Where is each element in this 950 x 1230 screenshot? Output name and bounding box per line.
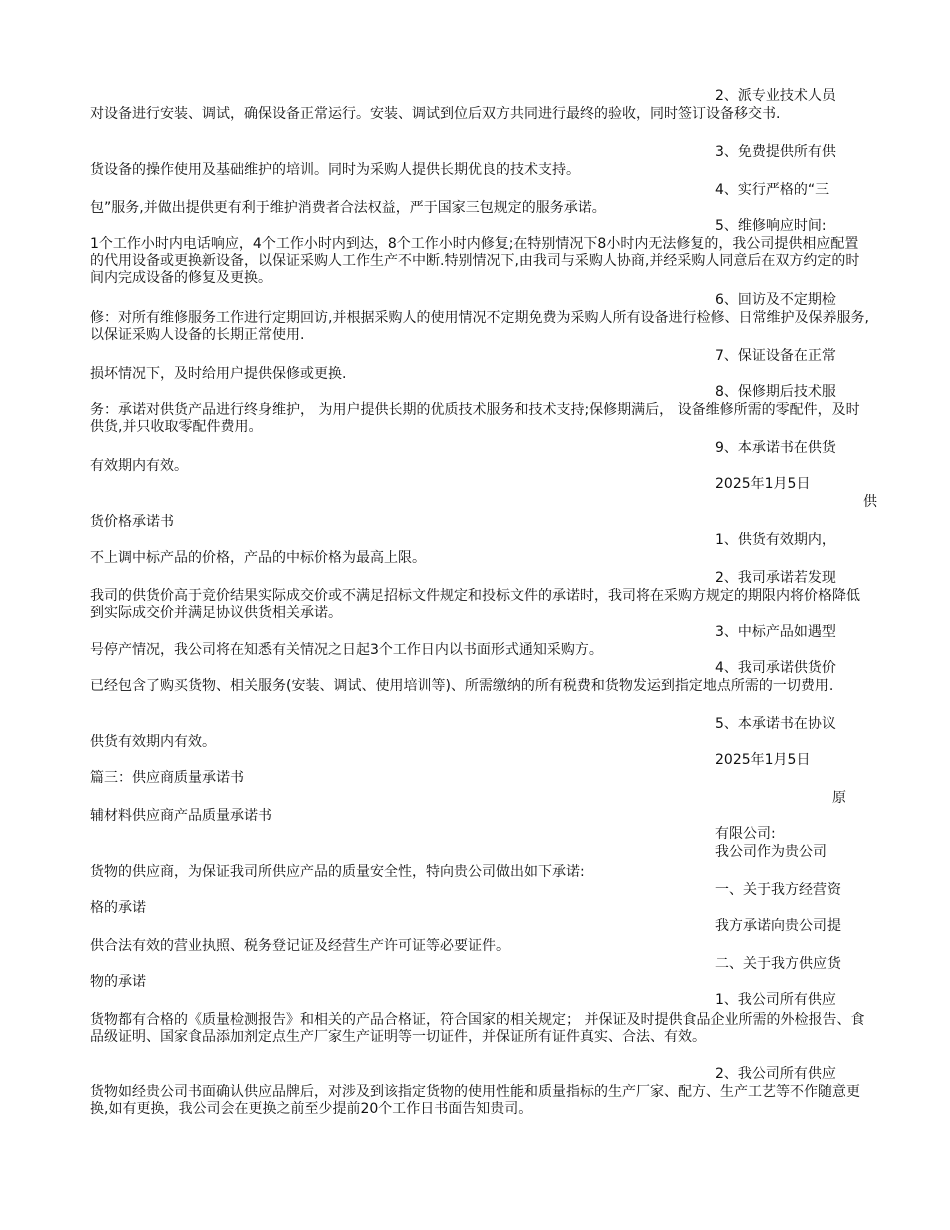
chapter-heading: 篇三：供应商质量承诺书 bbox=[90, 770, 244, 786]
clause-heading: 2、我公司所有供应 bbox=[715, 1066, 836, 1082]
section-title: 货价格承诺书 bbox=[90, 514, 174, 530]
section-title: 辅材料供应商产品质量承诺书 bbox=[90, 808, 272, 824]
clause-body: 修：对所有维修服务工作进行定期回访,并根据采购人的使用情况不定期免费为采购人所有设备进行检修、日常维护及保养服务,以保证采购人设备的长期正常使用. bbox=[90, 310, 869, 343]
clause-heading: 4、实行严格的“三 bbox=[715, 182, 830, 198]
signature-date: 2025年1月5日 bbox=[715, 752, 811, 768]
clause-body: 已经包含了购买货物、相关服务(安装、调试、使用培训等)、所需缴纳的所有税费和货物发运到指定地点所需的一切费用. bbox=[90, 678, 834, 694]
clause-body: 损坏情况下，及时给用户提供保修或更换. bbox=[90, 366, 347, 382]
clause-body: 货物的供应商，为保证我司所供应产品的质量安全性，特向贵公司做出如下承诺: bbox=[90, 864, 585, 880]
section-title-fragment: 供 bbox=[863, 494, 877, 510]
clause-heading: 3、免费提供所有供 bbox=[715, 144, 836, 160]
clause-heading: 7、保证设备在正常 bbox=[715, 348, 836, 364]
clause-body: 对设备进行安装、调试，确保设备正常运行。安装、调试到位后双方共同进行最终的验收，同时签订设备移交书. bbox=[90, 106, 781, 122]
clause-body: 供货有效期内有效。 bbox=[90, 734, 216, 750]
clause-heading: 9、本承诺书在供货 bbox=[715, 440, 836, 456]
clause-body: 货设备的操作使用及基础维护的培训。同时为采购人提供长期优良的技术支持。 bbox=[90, 162, 580, 178]
clause-body: 号停产情况，我公司将在知悉有关情况之日起3个工作日内以书面形式通知采购方。 bbox=[90, 642, 603, 658]
clause-heading: 6、回访及不定期检 bbox=[715, 292, 836, 308]
clause-heading: 二、关于我方供应货 bbox=[715, 956, 841, 972]
clause-body: 物的承诺 bbox=[90, 974, 146, 990]
clause-heading: 2、派专业技术人员 bbox=[715, 88, 836, 104]
clause-body: 我司的供货价高于竞价结果实际成交价或不满足招标文件规定和投标文件的承诺时，我司将在采购方规定的期限内将价格降低到实际成交价并满足协议供货相关承诺。 bbox=[90, 588, 860, 621]
clause-body: 货物如经贵公司书面确认供应品牌后，对涉及到该指定货物的使用性能和质量指标的生产厂家、配方、生产工艺等不作随意更换,如有更换，我公司会在更换之前至少提前20个工作日书面告知贵司。 bbox=[90, 1084, 860, 1117]
clause-heading: 我方承诺向贵公司提 bbox=[715, 918, 841, 934]
signature-date: 2025年1月5日 bbox=[715, 476, 811, 492]
clause-heading: 4、我司承诺供货价 bbox=[715, 660, 836, 676]
clause-heading: 1、我公司所有供应 bbox=[715, 992, 836, 1008]
clause-heading: 我公司作为贵公司 bbox=[715, 844, 827, 860]
clause-body: 务：承诺对供货产品进行终身维护， 为用户提供长期的优质技术服务和技术支持;保修期满后， 设备维修所需的零配件，及时供货,并只收取零配件费用。 bbox=[90, 402, 860, 435]
clause-heading: 一、关于我方经营资 bbox=[715, 882, 841, 898]
clause-heading: 8、保修期后技术服 bbox=[715, 384, 836, 400]
clause-body: 货物都有合格的《质量检测报告》和相关的产品合格证，符合国家的相关规定； 并保证及时提供食品企业所需的外检报告、食品级证明、国家食品添加剂定点生产厂家生产证明等一切证件，并保证所有证件真实、合法、有效。 bbox=[90, 1012, 865, 1045]
clause-body: 不上调中标产品的价格，产品的中标价格为最高上限。 bbox=[90, 550, 426, 566]
clause-body: 包”服务,并做出提供更有利于维护消费者合法权益，严于国家三包规定的服务承诺。 bbox=[90, 200, 606, 216]
addressee-line: 有限公司: bbox=[715, 826, 776, 842]
clause-heading: 1、供货有效期内， bbox=[715, 532, 836, 548]
clause-heading: 5、维修响应时间: bbox=[715, 218, 827, 234]
clause-heading: 5、本承诺书在协议 bbox=[715, 716, 836, 732]
clause-body: 有效期内有效。 bbox=[90, 458, 188, 474]
clause-body: 格的承诺 bbox=[90, 900, 146, 916]
clause-body: 1个工作小时内电话响应，4个工作小时内到达，8个工作小时内修复;在特别情况下8小时内无法修复的，我公司提供相应配置的代用设备或更换新设备，以保证采购人工作生产不中断.特别情况下,由我司与采购人协商,并经采购人同意后在双方约定的时间内完成设备的修复及更换。 bbox=[90, 236, 860, 286]
section-title-fragment: 原 bbox=[832, 790, 846, 806]
clause-heading: 3、中标产品如遇型 bbox=[715, 624, 836, 640]
clause-body: 供合法有效的营业执照、税务登记证及经营生产许可证等必要证件。 bbox=[90, 938, 510, 954]
clause-heading: 2、我司承诺若发现 bbox=[715, 570, 836, 586]
